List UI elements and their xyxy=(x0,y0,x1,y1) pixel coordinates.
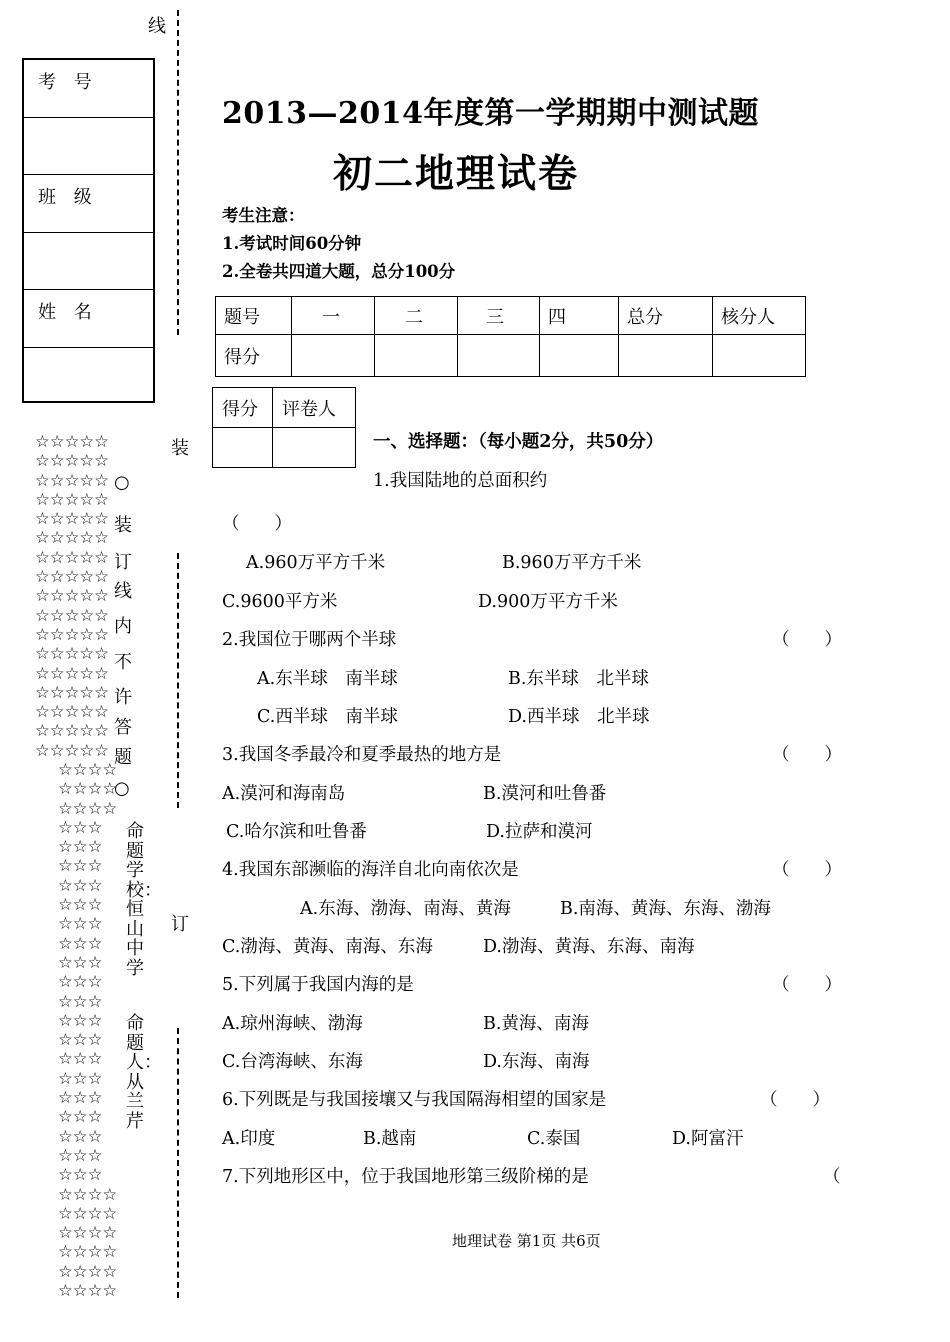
question-stem: 1.我国陆地的总面积约 xyxy=(373,471,548,491)
grader-score-label: 得分 xyxy=(213,388,273,428)
question-stem: 2.我国位于哪两个半球 xyxy=(222,630,397,650)
table-header: 四 xyxy=(540,297,619,335)
notice-item: 1.考试时间60分钟 xyxy=(222,234,362,253)
name-field[interactable] xyxy=(24,348,153,406)
answer-paren[interactable]: （ ） xyxy=(772,630,842,650)
row-label: 得分 xyxy=(216,335,292,377)
question-stem: 6.下列既是与我国接壤又与我国隔海相望的国家是 xyxy=(222,1090,607,1110)
table-row xyxy=(216,297,806,335)
score-cell[interactable] xyxy=(292,335,375,377)
seal-char: 线 xyxy=(114,581,132,602)
section-title: 一、选择题：（每小题2分，共50分） xyxy=(373,432,664,452)
option: D.拉萨和漠河 xyxy=(486,822,593,842)
answer-paren[interactable]: （ ） xyxy=(760,1090,830,1110)
grader-name-label: 评卷人 xyxy=(273,388,356,428)
table-header: 核分人 xyxy=(713,297,806,335)
table-header: 二 xyxy=(375,297,458,335)
option: D.渤海、黄海、东海、南海 xyxy=(483,937,695,957)
school-name: 恒山中学 xyxy=(126,899,144,979)
option: B.黄海、南海 xyxy=(483,1014,589,1034)
seal-circle: ○ xyxy=(114,778,130,799)
question-stem: 4.我国东部濒临的海洋自北向南依次是 xyxy=(222,860,519,880)
answer-paren[interactable]: （ ） xyxy=(772,975,842,995)
option: B.东半球 北半球 xyxy=(508,669,649,689)
score-cell[interactable] xyxy=(540,335,619,377)
star-border-left: ☆☆☆☆☆ ☆☆☆☆☆ ☆☆☆☆☆ ☆☆☆☆☆ ☆☆☆☆☆ ☆☆☆☆☆ ☆☆☆☆☆ ☆☆☆☆☆ ☆☆☆☆☆ ☆☆☆☆☆ ☆☆☆☆☆ ☆☆☆☆☆ ☆☆☆☆☆ ☆☆☆☆☆ ☆☆☆☆☆ ☆☆☆☆☆ ☆☆☆☆☆ xyxy=(35,432,109,760)
score-cell[interactable] xyxy=(713,335,806,377)
class-label: 班 级 xyxy=(24,175,153,233)
school-label: 命题学校： xyxy=(126,821,162,901)
option: B.漠河和吐鲁番 xyxy=(483,784,607,804)
seal-char: 题 xyxy=(114,747,132,768)
question-stem: 3.我国冬季最冷和夏季最热的地方是 xyxy=(222,745,502,765)
answer-paren[interactable]: （ ） xyxy=(772,860,842,880)
class-field[interactable] xyxy=(24,233,153,291)
score-cell[interactable] xyxy=(458,335,540,377)
answer-paren[interactable]: （ ） xyxy=(222,514,292,534)
table-header: 题号 xyxy=(216,297,292,335)
option: C.哈尔滨和吐鲁番 xyxy=(226,822,367,842)
option: C.渤海、黄海、南海、东海 xyxy=(222,937,433,957)
seal-char: 订 xyxy=(114,552,132,573)
notice-item: 2.全卷共四道大题，总分100分 xyxy=(222,262,456,281)
seal-char: 不 xyxy=(114,652,132,673)
table-row xyxy=(213,428,356,468)
binding-mark-line: 线 xyxy=(148,16,166,37)
student-info-box xyxy=(22,58,155,403)
grader-name-cell[interactable] xyxy=(273,428,356,468)
option: D.900万平方千米 xyxy=(478,592,618,612)
binding-dash-line xyxy=(177,10,179,335)
option: C.台湾海峡、东海 xyxy=(222,1052,363,1072)
exam-number-field[interactable] xyxy=(24,118,153,176)
option: A.东半球 南半球 xyxy=(257,669,398,689)
seal-circle: ○ xyxy=(114,472,130,493)
exam-title: 2013—2014年度第一学期期中测试题 xyxy=(222,96,759,131)
option: C.9600平方米 xyxy=(222,592,338,612)
exam-subtitle: 初二地理试卷 xyxy=(333,151,580,197)
option: A.琼州海峡、渤海 xyxy=(222,1014,363,1034)
score-cell[interactable] xyxy=(619,335,713,377)
grader-score-cell[interactable] xyxy=(213,428,273,468)
school-info xyxy=(126,821,162,979)
option: B.南海、黄海、东海、渤海 xyxy=(560,899,771,919)
table-header: 三 xyxy=(458,297,540,335)
seal-char: 答 xyxy=(114,717,132,738)
exam-number-label: 考 号 xyxy=(24,60,153,118)
table-row xyxy=(216,335,806,377)
score-cell[interactable] xyxy=(375,335,458,377)
star-border-lower: ☆☆☆☆ ☆☆☆☆ ☆☆☆☆ ☆☆☆ ☆☆☆ ☆☆☆ ☆☆☆ ☆☆☆ ☆☆☆ ☆☆☆ ☆☆☆ ☆☆☆ ☆☆☆ ☆☆☆ ☆☆☆ ☆☆☆ ☆☆☆ ☆☆☆ ☆☆☆ ☆☆☆ ☆☆☆ ☆☆☆ ☆☆☆☆ ☆☆☆☆ ☆☆☆☆ ☆☆☆☆ ☆☆☆☆ ☆☆☆☆ xyxy=(58,760,118,1301)
option: B.越南 xyxy=(363,1129,417,1149)
option: D.西半球 北半球 xyxy=(508,707,650,727)
name-label: 姓 名 xyxy=(24,290,153,348)
option: A.漠河和海南岛 xyxy=(222,784,346,804)
grader-box xyxy=(212,387,356,468)
binding-mark-zhuang: 装 xyxy=(171,438,189,459)
answer-paren[interactable]: （ xyxy=(823,1167,841,1187)
option: A.印度 xyxy=(222,1129,276,1149)
binding-dash-line xyxy=(177,1028,179,1298)
seal-char: 装 xyxy=(114,515,132,536)
question-stem: 7.下列地形区中，位于我国地形第三级阶梯的是 xyxy=(222,1167,589,1187)
table-header: 总分 xyxy=(619,297,713,335)
seal-char: 内 xyxy=(114,616,132,637)
option: D.东海、南海 xyxy=(483,1052,590,1072)
author-name: 从兰芹 xyxy=(126,1071,144,1132)
option: D.阿富汗 xyxy=(672,1129,744,1149)
binding-mark-ding: 订 xyxy=(171,914,189,935)
option: C.泰国 xyxy=(527,1129,581,1149)
option: A.960万平方千米 xyxy=(246,553,386,573)
notice-heading: 考生注意： xyxy=(222,206,305,225)
table-header: 一 xyxy=(292,297,375,335)
score-table xyxy=(215,296,806,377)
option: C.西半球 南半球 xyxy=(257,707,398,727)
page-footer: 地理试卷 第1页 共6页 xyxy=(452,1232,601,1250)
author-label: 命题人： xyxy=(126,1013,162,1073)
answer-paren[interactable]: （ ） xyxy=(772,745,842,765)
question-stem: 5.下列属于我国内海的是 xyxy=(222,975,414,995)
seal-char: 许 xyxy=(114,687,132,708)
option: B.960万平方千米 xyxy=(502,553,642,573)
author-info xyxy=(126,1013,162,1132)
table-row xyxy=(213,388,356,428)
binding-dash-line xyxy=(177,553,179,808)
option: A.东海、渤海、南海、黄海 xyxy=(300,899,511,919)
